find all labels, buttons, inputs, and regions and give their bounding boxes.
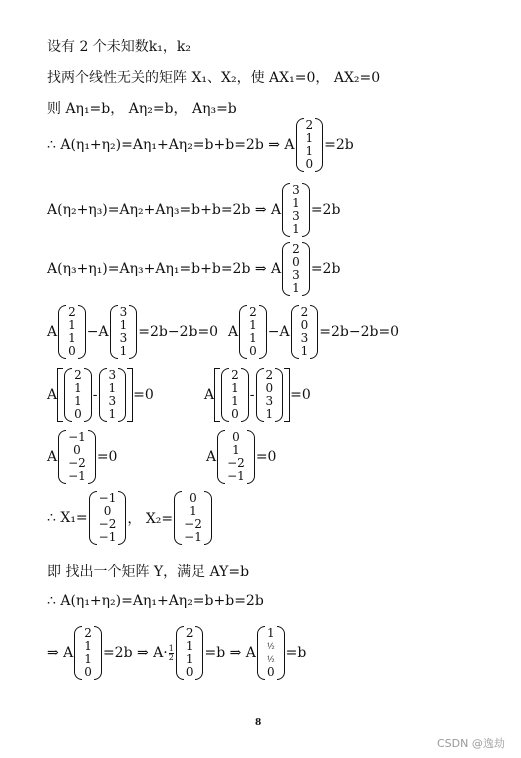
vector-entry: −1 (98, 530, 117, 544)
vector-entry: 1 (74, 394, 82, 408)
vector-entry: 1 (189, 504, 197, 518)
vector-entry: 0 (249, 344, 257, 358)
vector-entry: 1 (84, 639, 92, 653)
half-fraction (169, 645, 174, 662)
vector-entry: 0 (84, 665, 92, 679)
vector-x2 (174, 491, 212, 545)
vector-entry: 2 (68, 305, 76, 319)
eq-text: =2b ⇒ A· (102, 645, 168, 661)
eq-text: A (204, 387, 215, 403)
vector-2110 (296, 118, 324, 172)
vector-entry: 2 (265, 368, 274, 382)
vector-entry: 1 (232, 443, 240, 457)
vector-entry: −1 (98, 491, 117, 505)
vector-entry: 1 (185, 639, 194, 653)
vector-entry: 0 (73, 443, 81, 457)
vector-entry: 3 (108, 368, 117, 382)
eq-rhs: =0 (133, 387, 154, 403)
eq-rhs: =2b (310, 261, 341, 277)
vector-entry: 3 (292, 183, 300, 197)
vector-entry: 1 (305, 144, 314, 158)
vector-entry: 1 (292, 222, 300, 236)
eq-text: - (92, 387, 98, 403)
vector-2110 (221, 368, 249, 422)
eq-rhs: =b (285, 645, 307, 661)
vector-2110 (58, 305, 86, 359)
line-find-matrices: 找两个线性无关的矩阵 X₁、X₂，使 AX₁=0， AX₂=0 (47, 70, 381, 86)
vector-entry: 0 (68, 344, 76, 358)
vector-2110 (176, 626, 204, 680)
vector-entry: 1 (74, 381, 82, 395)
vector-entry: 0 (300, 318, 309, 332)
vector-2031 (291, 305, 319, 359)
result-left (47, 430, 117, 484)
eq-text: ⇒ A (47, 645, 74, 661)
vector-entry: 0 (189, 491, 197, 505)
vector-entry: 1 (231, 381, 239, 395)
vector-entry: 0 (74, 407, 82, 421)
watermark: CSDN @逸劫 (437, 737, 505, 750)
vector-x1 (58, 430, 96, 484)
vector-entry: −1 (184, 530, 202, 544)
vector-entry: −1 (68, 469, 86, 483)
vector-entry: 1 (84, 652, 92, 666)
eq-text: - (249, 387, 255, 403)
eq-text: A (47, 449, 58, 465)
vector-entry: −2 (184, 517, 202, 531)
vector-entry: 1 (266, 626, 275, 640)
vector-entry: 0 (305, 157, 314, 171)
vector-entry: 1 (305, 131, 314, 145)
vector-entry: 3 (292, 209, 300, 223)
vector-2031 (282, 242, 310, 296)
eq-rhs: =2b (310, 202, 341, 218)
vector-entry: −1 (227, 469, 245, 483)
eq-eta3-eta1 (47, 242, 340, 296)
vector-entry: 1 (119, 318, 128, 332)
final-chain (47, 626, 306, 680)
vector-3131 (282, 183, 310, 237)
eq-rhs: =2b−2b=0 (319, 324, 400, 340)
vector-2031 (256, 368, 284, 422)
vector-entry: 1 (119, 344, 128, 358)
vector-entry: 1 (108, 407, 117, 421)
vector-entry: 1 (300, 344, 309, 358)
vector-entry: 1 (292, 196, 300, 210)
eq-rhs: =2b−2b=0 (138, 324, 219, 340)
vector-entry: 3 (265, 394, 274, 408)
eq-text: A (47, 387, 58, 403)
diff-right (228, 305, 399, 359)
eq-text: ， X₂= (127, 511, 174, 527)
line-find-Y: 即 找出一个矩阵 Y，满足 AY=b (47, 564, 250, 580)
bracket-right (204, 368, 311, 422)
fraction-denominator: 2 (168, 652, 174, 662)
vector-entry: 0 (103, 504, 112, 518)
vector-entry: 0 (232, 430, 240, 444)
eq-eta2-eta3 (47, 183, 340, 237)
eq-text: A (206, 449, 217, 465)
fraction-numerator: 1 (168, 643, 174, 653)
vector-entry: 3 (119, 305, 128, 319)
result-right (206, 430, 276, 484)
vector-entry: 1 (231, 394, 239, 408)
vector-entry: ½ (266, 642, 275, 651)
vector-entry: 3 (108, 394, 117, 408)
vector-entry: −2 (227, 456, 245, 470)
vector-entry: 2 (74, 368, 82, 382)
vector-x2 (217, 430, 255, 484)
eq-text: A (47, 324, 58, 340)
vector-entry: 1 (249, 318, 257, 332)
vector-entry: 3 (300, 331, 309, 345)
vector-entry: 2 (231, 368, 239, 382)
vector-entry: 1 (68, 331, 76, 345)
eq-rhs: =0 (96, 449, 118, 465)
eq-text: A (228, 324, 239, 340)
vector-x1 (89, 491, 127, 545)
vector-entry: −2 (68, 456, 86, 470)
vector-entry: 2 (84, 626, 92, 640)
vector-entry: 1 (185, 652, 194, 666)
vector-entry: 0 (185, 665, 194, 679)
vector-entry: 0 (265, 381, 274, 395)
vector-entry: −2 (98, 517, 117, 531)
eq-rhs: =0 (290, 387, 311, 403)
vector-3131 (110, 305, 138, 359)
vector-3131 (99, 368, 127, 422)
x-solutions (47, 491, 213, 545)
vector-2110 (64, 368, 92, 422)
eq-eta1-eta2 (47, 118, 354, 172)
vector-entry: 0 (231, 407, 239, 421)
diff-left (47, 305, 218, 359)
eq-text: =b ⇒ A (204, 645, 256, 661)
page-number: 8 (255, 718, 262, 728)
vector-entry: ½ (266, 655, 275, 664)
eq-rhs: =0 (255, 449, 277, 465)
vector-entry: 1 (265, 407, 274, 421)
vector-entry: 1 (292, 281, 300, 295)
vector-entry: −1 (68, 430, 86, 444)
vector-entry: 0 (266, 665, 275, 679)
vector-entry: 2 (185, 626, 194, 640)
eq-text: A(η₃+η₁)=Aη₃+Aη₁=b+b=2b ⇒ A (47, 261, 282, 277)
eq-rhs: =2b (324, 137, 354, 153)
eq-text: A(η₂+η₃)=Aη₂+Aη₃=b+b=2b ⇒ A (47, 202, 282, 218)
eq-text: ∴ A(η₁+η₂)=Aη₁+Aη₂=b+b=2b ⇒ A (47, 137, 295, 153)
eq-text: −A (86, 324, 109, 340)
vector-entry: 1 (108, 381, 117, 395)
eq-text: ∴ X₁= (47, 510, 88, 526)
vector-2110 (74, 626, 102, 680)
vector-entry: 3 (119, 331, 128, 345)
eq-text: −A (267, 324, 290, 340)
bracket-left (47, 368, 154, 422)
line-sum: ∴ A(η₁+η₂)=Aη₁+Aη₂=b+b=2b (47, 593, 264, 609)
vector-entry: 0 (292, 255, 300, 269)
line-unknowns: 设有 2 个未知数k₁，k₂ (47, 39, 191, 55)
vector-entry: 2 (300, 305, 309, 319)
vector-y (257, 626, 285, 680)
line-eta-equations: 则 Aη₁=b， Aη₂=b， Aη₃=b (47, 101, 237, 117)
vector-entry: 2 (292, 242, 300, 256)
vector-2110 (239, 305, 267, 359)
vector-entry: 1 (68, 318, 76, 332)
vector-entry: 1 (249, 331, 257, 345)
vector-entry: 2 (249, 305, 257, 319)
vector-entry: 3 (292, 268, 300, 282)
vector-entry: 2 (305, 118, 314, 132)
